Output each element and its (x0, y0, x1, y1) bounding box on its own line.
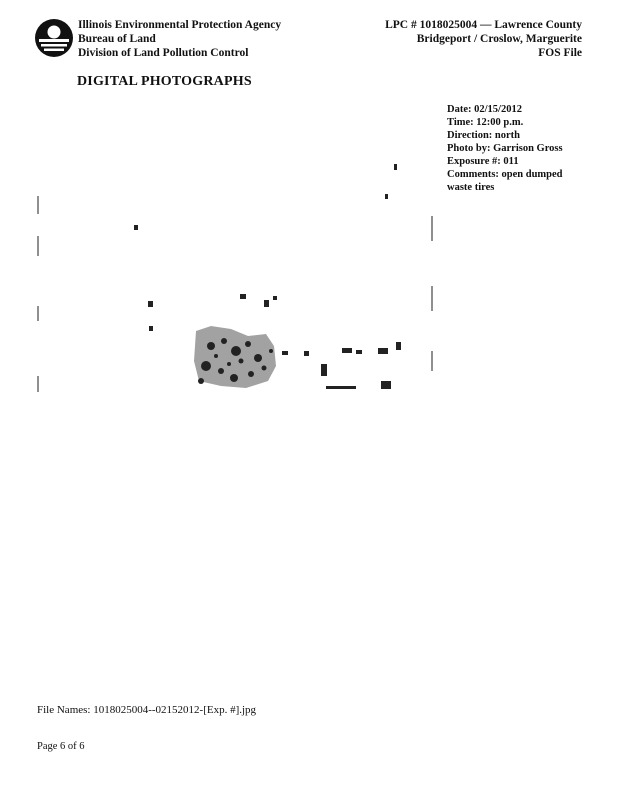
site-block (385, 18, 582, 60)
agency-name: Illinois Environmental Protection Agency (78, 19, 282, 31)
exposure-number: Exposure #: 011 (447, 156, 519, 167)
file-type: FOS File (538, 47, 582, 59)
photo-time: Time: 12:00 p.m. (447, 117, 524, 128)
site-name: Bridgeport / Croslow, Marguerite (416, 33, 582, 45)
photo-comments: Comments: open dumped waste tires (447, 169, 563, 193)
tire-pile (194, 326, 276, 388)
illinois-epa-logo-icon (34, 18, 74, 58)
photographer: Photo by: Garrison Gross (447, 143, 563, 154)
agency-block (78, 18, 281, 60)
file-names: File Names: 1018025004--02152012-[Exp. #].jpg (37, 704, 257, 716)
bureau-name: Bureau of Land (78, 33, 156, 45)
lpc-number: LPC # 1018025004 — Lawrence County (385, 19, 582, 31)
photo-date: Date: 02/15/2012 (447, 104, 522, 115)
page-title: DIGITAL PHOTOGRAPHS (77, 74, 252, 89)
photo-direction: Direction: north (447, 130, 521, 141)
division-name: Division of Land Pollution Control (78, 47, 249, 59)
photo-details (447, 103, 577, 194)
page-number: Page 6 of 6 (37, 741, 85, 752)
site-photograph (36, 96, 434, 394)
